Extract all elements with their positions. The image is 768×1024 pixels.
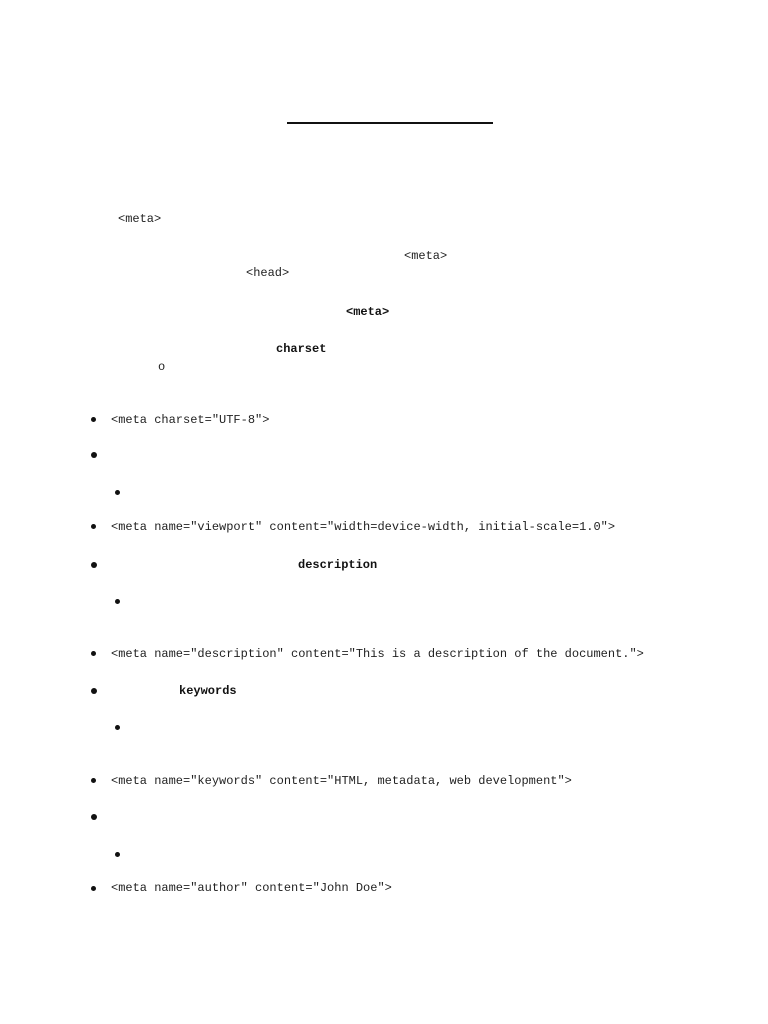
charset-term: charset [276,342,327,356]
code-author-example: <meta name="author" content="John Doe"> [111,881,392,895]
bullet-icon [91,651,96,656]
meta-section-heading: <meta> [346,305,390,319]
code-description-example: <meta name="description" content="This is a description of the document."> [111,647,644,661]
bullet-icon [91,452,97,458]
circle-bullet-marker: o [158,360,166,374]
bullet-icon [91,524,96,529]
sub-bullet-icon [115,852,120,857]
bullet-icon [91,688,97,694]
code-viewport-example: <meta name="viewport" content="width=device-width, initial-scale=1.0"> [111,520,616,534]
meta-tag-inline: <meta> [118,212,162,226]
description-term: description [298,558,378,572]
bullet-icon [91,814,97,820]
bullet-icon [91,417,96,422]
code-charset-example: <meta charset="UTF-8"> [111,413,270,427]
bullet-icon [91,886,96,891]
bullet-icon [91,562,97,568]
head-tag-inline: <head> [246,266,290,280]
meta-tag-inline: <meta> [404,249,448,263]
sub-bullet-icon [115,490,120,495]
sub-bullet-icon [115,599,120,604]
code-keywords-example: <meta name="keywords" content="HTML, metadata, web development"> [111,774,572,788]
bullet-icon [91,778,96,783]
title-underline [287,122,493,124]
keywords-term: keywords [179,684,237,698]
sub-bullet-icon [115,725,120,730]
